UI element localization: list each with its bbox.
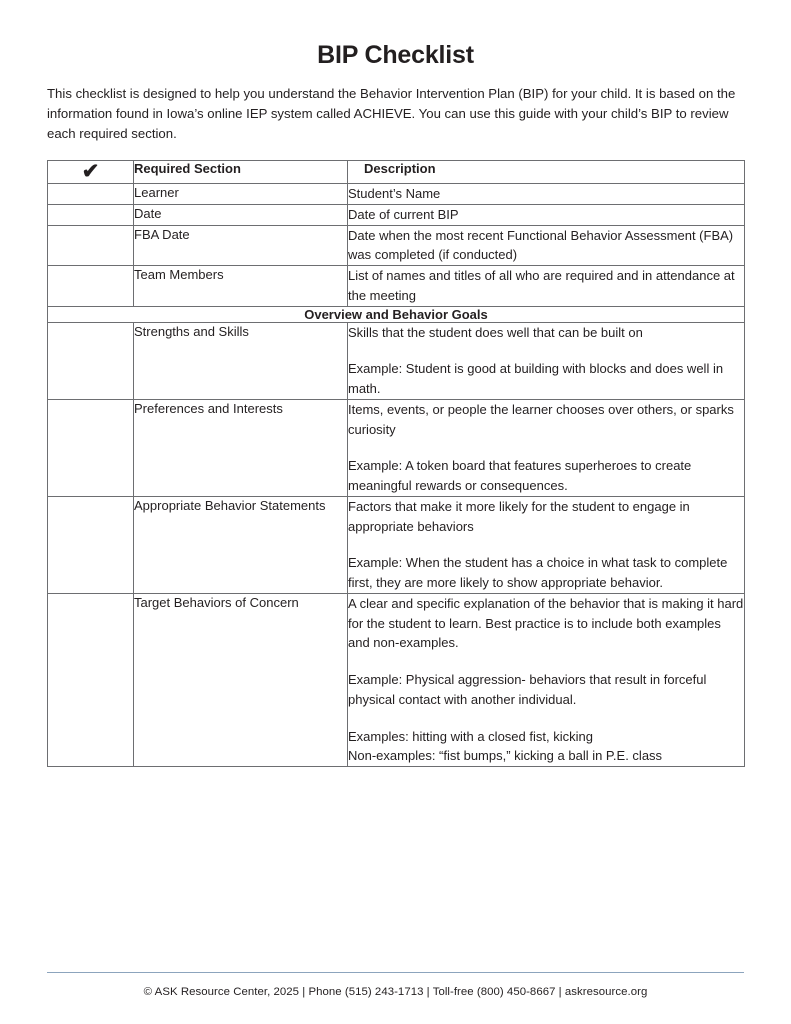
- checkbox-cell-date[interactable]: [48, 204, 134, 225]
- description-example: Example: Student is good at building with blocks and does well in math.: [348, 361, 724, 397]
- table-row: [48, 496, 745, 593]
- header-cell-required-section: Required Section: [134, 161, 348, 184]
- description-learner: Student’s Name: [348, 184, 745, 205]
- page-footer: [0, 972, 791, 998]
- table-header-row: [48, 161, 745, 184]
- table-section-banner-row: [48, 306, 745, 322]
- description-appropriate-behavior-statements: [348, 496, 745, 593]
- checkbox-cell-target-behaviors-of-concern[interactable]: [48, 593, 134, 766]
- table-row: [48, 266, 745, 307]
- description-paragraph: Factors that make it more likely for the student to engage in appropriate behaviors: [348, 498, 690, 534]
- description-strengths-and-skills: [348, 322, 745, 399]
- description-paragraph: Skills that the student does well that can be built on: [348, 324, 643, 340]
- checkbox-cell-fba-date[interactable]: [48, 225, 134, 266]
- section-label-date: Date: [134, 204, 348, 225]
- checkbox-cell-strengths-and-skills[interactable]: [48, 322, 134, 399]
- checkbox-cell-appropriate-behavior-statements[interactable]: [48, 496, 134, 593]
- checkbox-cell-learner[interactable]: [48, 184, 134, 205]
- table-row: [48, 204, 745, 225]
- page-title: BIP Checklist: [317, 41, 474, 69]
- description-paragraph: Items, events, or people the learner chooses over others, or sparks curiosity: [348, 401, 734, 437]
- checkmark-icon: ✔: [81, 160, 100, 184]
- section-label-appropriate-behavior-statements: Appropriate Behavior Statements: [134, 496, 348, 593]
- description-example: Example: When the student has a choice in what task to complete first, they are more likely to show appropriate behavior.: [348, 555, 728, 591]
- footer-text: © ASK Resource Center, 2025 | Phone (515) 243-1713 | Toll-free (800) 450-8667 | askresource.org: [143, 986, 648, 998]
- checkbox-cell-preferences-and-interests[interactable]: [48, 399, 134, 496]
- table-row: [48, 225, 745, 266]
- header-cell-check: [48, 161, 134, 184]
- section-label-fba-date: FBA Date: [134, 225, 348, 266]
- section-label-strengths-and-skills: Strengths and Skills: [134, 322, 348, 399]
- intro-paragraph: This checklist is designed to help you understand the Behavior Intervention Plan (BIP) for your child. It is based on the information found in Iowa’s online IEP system called ACHIEVE. You can use this guide with your child’s BIP to review each required section.: [47, 85, 736, 141]
- table-row: [48, 593, 745, 766]
- description-team-members: List of names and titles of all who are required and in attendance at the meeting: [348, 266, 745, 307]
- description-target-behaviors-of-concern: [348, 593, 745, 766]
- table-row: [48, 399, 745, 496]
- description-example: Example: A token board that features superheroes to create meaningful rewards or consequences.: [348, 458, 692, 494]
- section-label-target-behaviors-of-concern: Target Behaviors of Concern: [134, 593, 348, 766]
- section-banner-overview-and-behavior-goals: Overview and Behavior Goals: [48, 306, 745, 322]
- section-label-preferences-and-interests: Preferences and Interests: [134, 399, 348, 496]
- header-cell-description: Description: [348, 161, 745, 184]
- description-fba-date: Date when the most recent Functional Behavior Assessment (FBA) was completed (if conducted): [348, 225, 745, 266]
- description-date: Date of current BIP: [348, 204, 745, 225]
- description-preferences-and-interests: [348, 399, 745, 496]
- checklist-table: [47, 160, 745, 767]
- table-row: [48, 184, 745, 205]
- description-non-examples-list: Non-examples: “fist bumps,” kicking a ball in P.E. class: [348, 748, 663, 764]
- table-row: [48, 322, 745, 399]
- section-label-learner: Learner: [134, 184, 348, 205]
- checklist-table-wrapper: [0, 144, 791, 767]
- description-examples-list: Examples: hitting with a closed fist, kicking: [348, 728, 593, 744]
- footer-divider: [47, 972, 744, 973]
- description-example: Example: Physical aggression- behaviors that result in forceful physical contact with another individual.: [348, 672, 707, 707]
- description-paragraph: A clear and specific explanation of the behavior that is making it hard for the student to learn. Best practice is to include both examples and non-examples.: [348, 595, 744, 651]
- section-label-team-members: Team Members: [134, 266, 348, 307]
- checkbox-cell-team-members[interactable]: [48, 266, 134, 307]
